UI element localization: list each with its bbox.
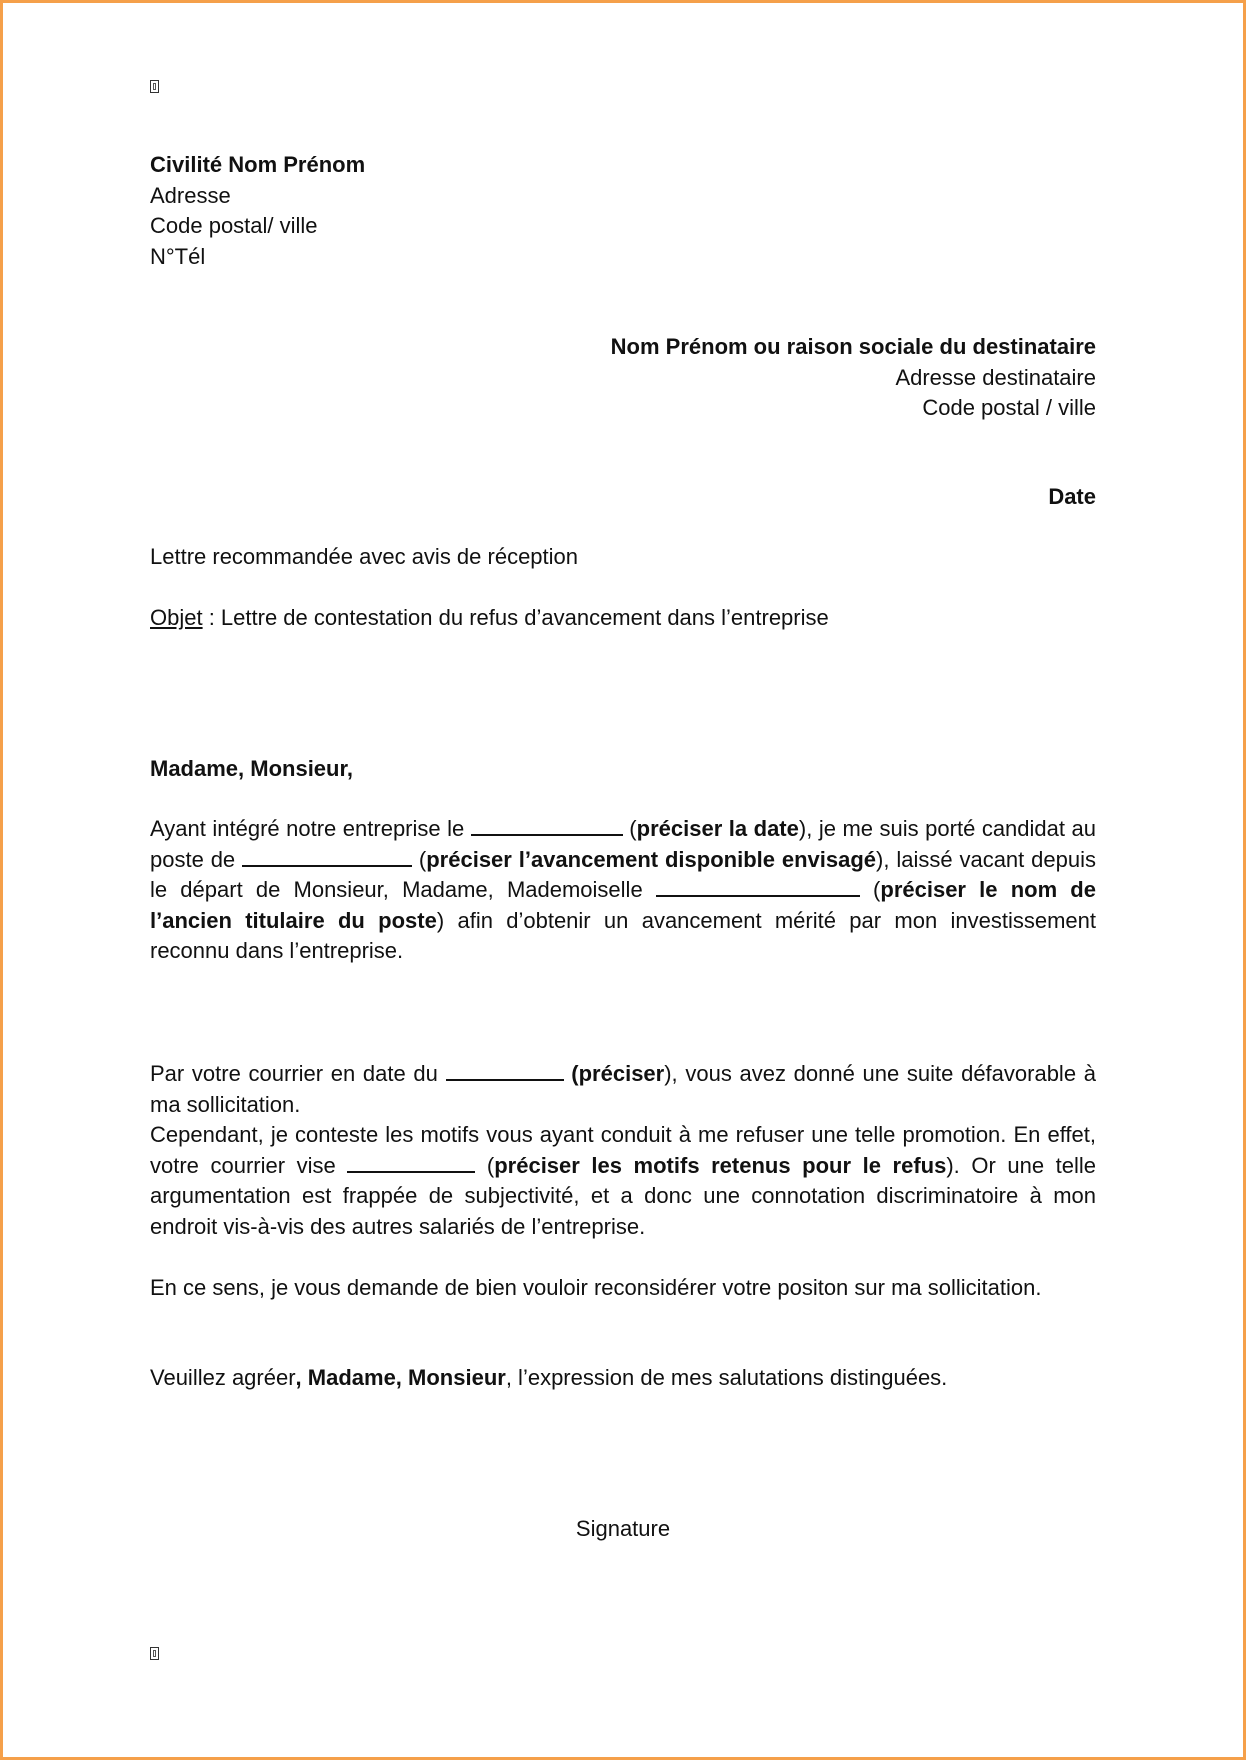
missing-glyph-icon bbox=[150, 80, 159, 93]
delivery-mode: Lettre recommandée avec avis de réception bbox=[150, 544, 579, 569]
recipient-name: Nom Prénom ou raison sociale du destinataire bbox=[610, 334, 1096, 359]
placeholder-instruction: préciser l’avancement disponible envisagé bbox=[426, 846, 877, 872]
paragraph-application: Ayant intégré notre entreprise le (préciser la date), je me suis porté candidat au poste de (préciser l’avancement disponible envisagé), laissé vacant depuis le départ de Monsieur, Madame, Mademoiselle (préciser le nom de l’ancien titulaire du poste) afin d’obtenir un avancement mérité par mon investissement reconnu dans l’entreprise. bbox=[150, 816, 1096, 963]
paragraph-text: ), vous avez donné une suite défavorable à ma sollicitation. bbox=[150, 1061, 1096, 1117]
blank-field bbox=[347, 1151, 475, 1173]
closing-addressee: , Madame, Monsieur bbox=[295, 1365, 506, 1390]
date-label: Date bbox=[1048, 484, 1096, 509]
paragraph-request: En ce sens, je vous demande de bien vouloir reconsidérer votre positon sur ma sollicitation. bbox=[150, 1275, 1042, 1300]
recipient-address: Adresse destinataire bbox=[895, 364, 1096, 390]
blank-field bbox=[471, 814, 623, 836]
recipient-block bbox=[150, 332, 1096, 424]
object-label: Objet bbox=[150, 605, 203, 630]
paragraph-text: Cependant, je conteste les motifs vous ayant conduit à me refuser une telle promotion. En effet, votre courrier vise bbox=[150, 1122, 1096, 1178]
placeholder-instruction: préciser le nom de l’ancien titulaire du poste bbox=[150, 877, 1096, 933]
paragraph-text: Par votre courrier en date du bbox=[150, 1061, 446, 1086]
blank-field bbox=[446, 1059, 564, 1081]
paragraph-contestation: Par votre courrier en date du (préciser), vous avez donné une suite défavorable à ma sollicitation. Cependant, je conteste les motifs vous ayant conduit à me refuser une telle promotion. En effet, votre courrier vise (préciser les motifs retenus pour le refus). Or une telle argumentation est frappée de subjectivité, et a donc une connotation discriminatoire à mon endroit vis-à-vis des autres salariés de l’entreprise. bbox=[150, 1061, 1096, 1239]
placeholder-instruction: préciser les motifs retenus pour le refus bbox=[494, 1152, 947, 1178]
paragraph-text: ). Or une telle argumentation est frappée de subjectivité, et a donc une connotation discriminatoire à mon endroit vis-à-vis des autres salariés de l’entreprise. bbox=[150, 1152, 1096, 1239]
placeholder-instruction: préciser la date bbox=[636, 816, 799, 841]
paragraph-text: Ayant intégré notre entreprise le bbox=[150, 816, 471, 841]
sender-address: Adresse bbox=[150, 182, 231, 208]
sender-city: Code postal/ ville bbox=[150, 213, 318, 238]
placeholder-instruction: (préciser bbox=[571, 1061, 665, 1086]
closing-text: , l’expression de mes salutations distinguées. bbox=[505, 1365, 948, 1390]
object-line bbox=[150, 603, 829, 634]
sender-block bbox=[150, 150, 1096, 272]
signature-label: Signature bbox=[575, 1516, 671, 1541]
salutation: Madame, Monsieur, bbox=[150, 756, 353, 781]
sender-phone: N°Tél bbox=[150, 243, 206, 269]
paragraph-text: ), laissé vacant depuis le départ de Monsieur, Madame, Mademoiselle bbox=[150, 846, 1096, 902]
closing-formula bbox=[150, 1363, 1096, 1394]
recipient-city: Code postal / ville bbox=[922, 395, 1096, 420]
closing-text: Veuillez agréer bbox=[150, 1365, 296, 1390]
paragraph-text: ), je me suis porté candidat au poste de bbox=[150, 816, 1096, 872]
sender-name: Civilité Nom Prénom bbox=[150, 152, 366, 177]
object-text: : Lettre de contestation du refus d’avancement dans l’entreprise bbox=[202, 605, 829, 630]
paragraph-text: ) afin d’obtenir un avancement mérité par mon investissement reconnu dans l’entreprise. bbox=[150, 907, 1096, 963]
blank-field bbox=[656, 875, 860, 897]
blank-field bbox=[242, 845, 412, 867]
missing-glyph-icon bbox=[150, 1647, 159, 1660]
